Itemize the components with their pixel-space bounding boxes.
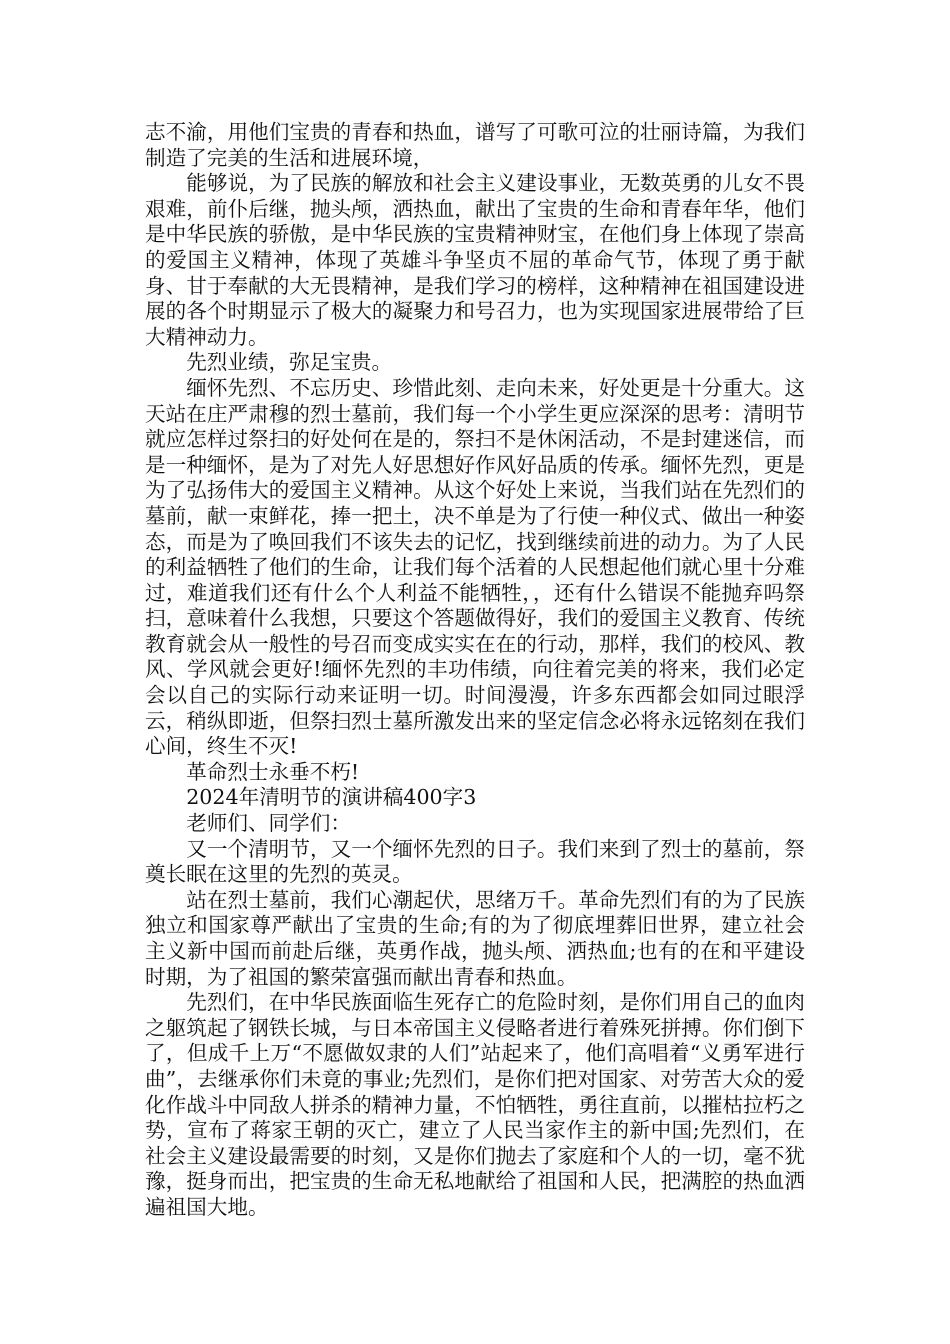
- paragraph: 缅怀先烈、不忘历史、珍惜此刻、走向未来，好处更是十分重大。这天站在庄严肃穆的烈士墓前，我们每一个小学生更应深深的思考：清明节就应怎样过祭扫的好处何在是的，祭扫不是休闲活动，不是封建迷信，而是一种缅怀，是为了对先人好思想好作风好品质的传承。缅怀先烈，更是为了弘扬伟大的爱国主义精神。从这个好处上来说，当我们站在先烈们的墓前，献一束鲜花，捧一把土，决不单是为了行使一种仪式、做出一种姿态，而是为了唤回我们不该失去的记忆，找到继续前进的动力。为了人民的利益牺牲了他们的生命，让我们每个活着的人民想起他们就心里十分难过，难道我们还有什么个人利益不能牺牲，，还有什么错误不能抛弃吗祭扫，意味着什么我想，只要这个答题做得好，我们的爱国主义教育、传统教育就会从一般性的号召而变成实实在在的行动，那样，我们的校风、教风、学风就会更好!缅怀先烈的丰功伟绩，向往着完美的将来，我们必定会以自己的实际行动来证明一切。时间漫漫，许多东西都会如同过眼浮云，稍纵即逝，但祭扫烈士墓所激发出来的坚定信念必将永远铭刻在我们心间，终生不灭!: [145, 375, 805, 759]
- paragraph: 先烈们，在中华民族面临生死存亡的危险时刻，是你们用自己的血肉之躯筑起了钢铁长城，与日本帝国主义侵略者进行着殊死拼搏。你们倒下了，但成千上万“不愿做奴隶的人们”站起来了，他们高唱着“义勇军进行曲”，去继承你们未竟的事业;先烈们，是你们把对国家、对劳苦大众的爱化作战斗中同敌人拼杀的精神力量，不怕牺牲，勇往直前，以摧枯拉朽之势，宣布了蒋家王朝的灭亡，建立了人民当家作主的新中国;先烈们，在社会主义建设最需要的时刻，又是你们抛去了家庭和个人的一切，毫不犹豫，挺身而出，把宝贵的生命无私地献给了祖国和人民，把满腔的热血洒遍祖国大地。: [145, 990, 805, 1219]
- section-heading: 2024年清明节的演讲稿400字3: [186, 785, 477, 810]
- paragraph: 能够说，为了民族的解放和社会主义建设事业，无数英勇的儿女不畏艰难，前仆后继，抛头颅，洒热血，献出了宝贵的生命和青春年华，他们是中华民族的骄傲，是中华民族的宝贵精神财宝，在他们身上体现了崇高的爱国主义精神，体现了英雄斗争坚贞不屈的革命气节，体现了勇于献身、甘于奉献的大无畏精神，是我们学习的榜样，这种精神在祖国建设进展的各个时期显示了极大的凝聚力和号召力，也为实现国家进展带给了巨大精神动力。: [145, 171, 805, 349]
- paragraph: 志不渝，用他们宝贵的青春和热血，谱写了可歌可泣的壮丽诗篇，为我们制造了完美的生活和进展环境，: [145, 120, 805, 170]
- document-page: [145, 120, 805, 1221]
- salutation: 老师们、同学们：: [186, 811, 351, 836]
- paragraph: 革命烈士永垂不朽!: [186, 759, 360, 784]
- paragraph: 站在烈士墓前，我们心潮起伏，思绪万千。革命先烈们有的为了民族独立和国家尊严献出了宝贵的生命;有的为了彻底埋葬旧世界，建立社会主义新中国而前赴后继，英勇作战，抛头颅、洒热血;也有的在和平建设时期，为了祖国的繁荣富强而献出青春和热血。: [145, 887, 805, 989]
- paragraph: 先烈业绩，弥足宝贵。: [186, 350, 393, 375]
- paragraph: 又一个清明节，又一个缅怀先烈的日子。我们来到了烈士的墓前，祭奠长眠在这里的先烈的英灵。: [145, 836, 805, 887]
